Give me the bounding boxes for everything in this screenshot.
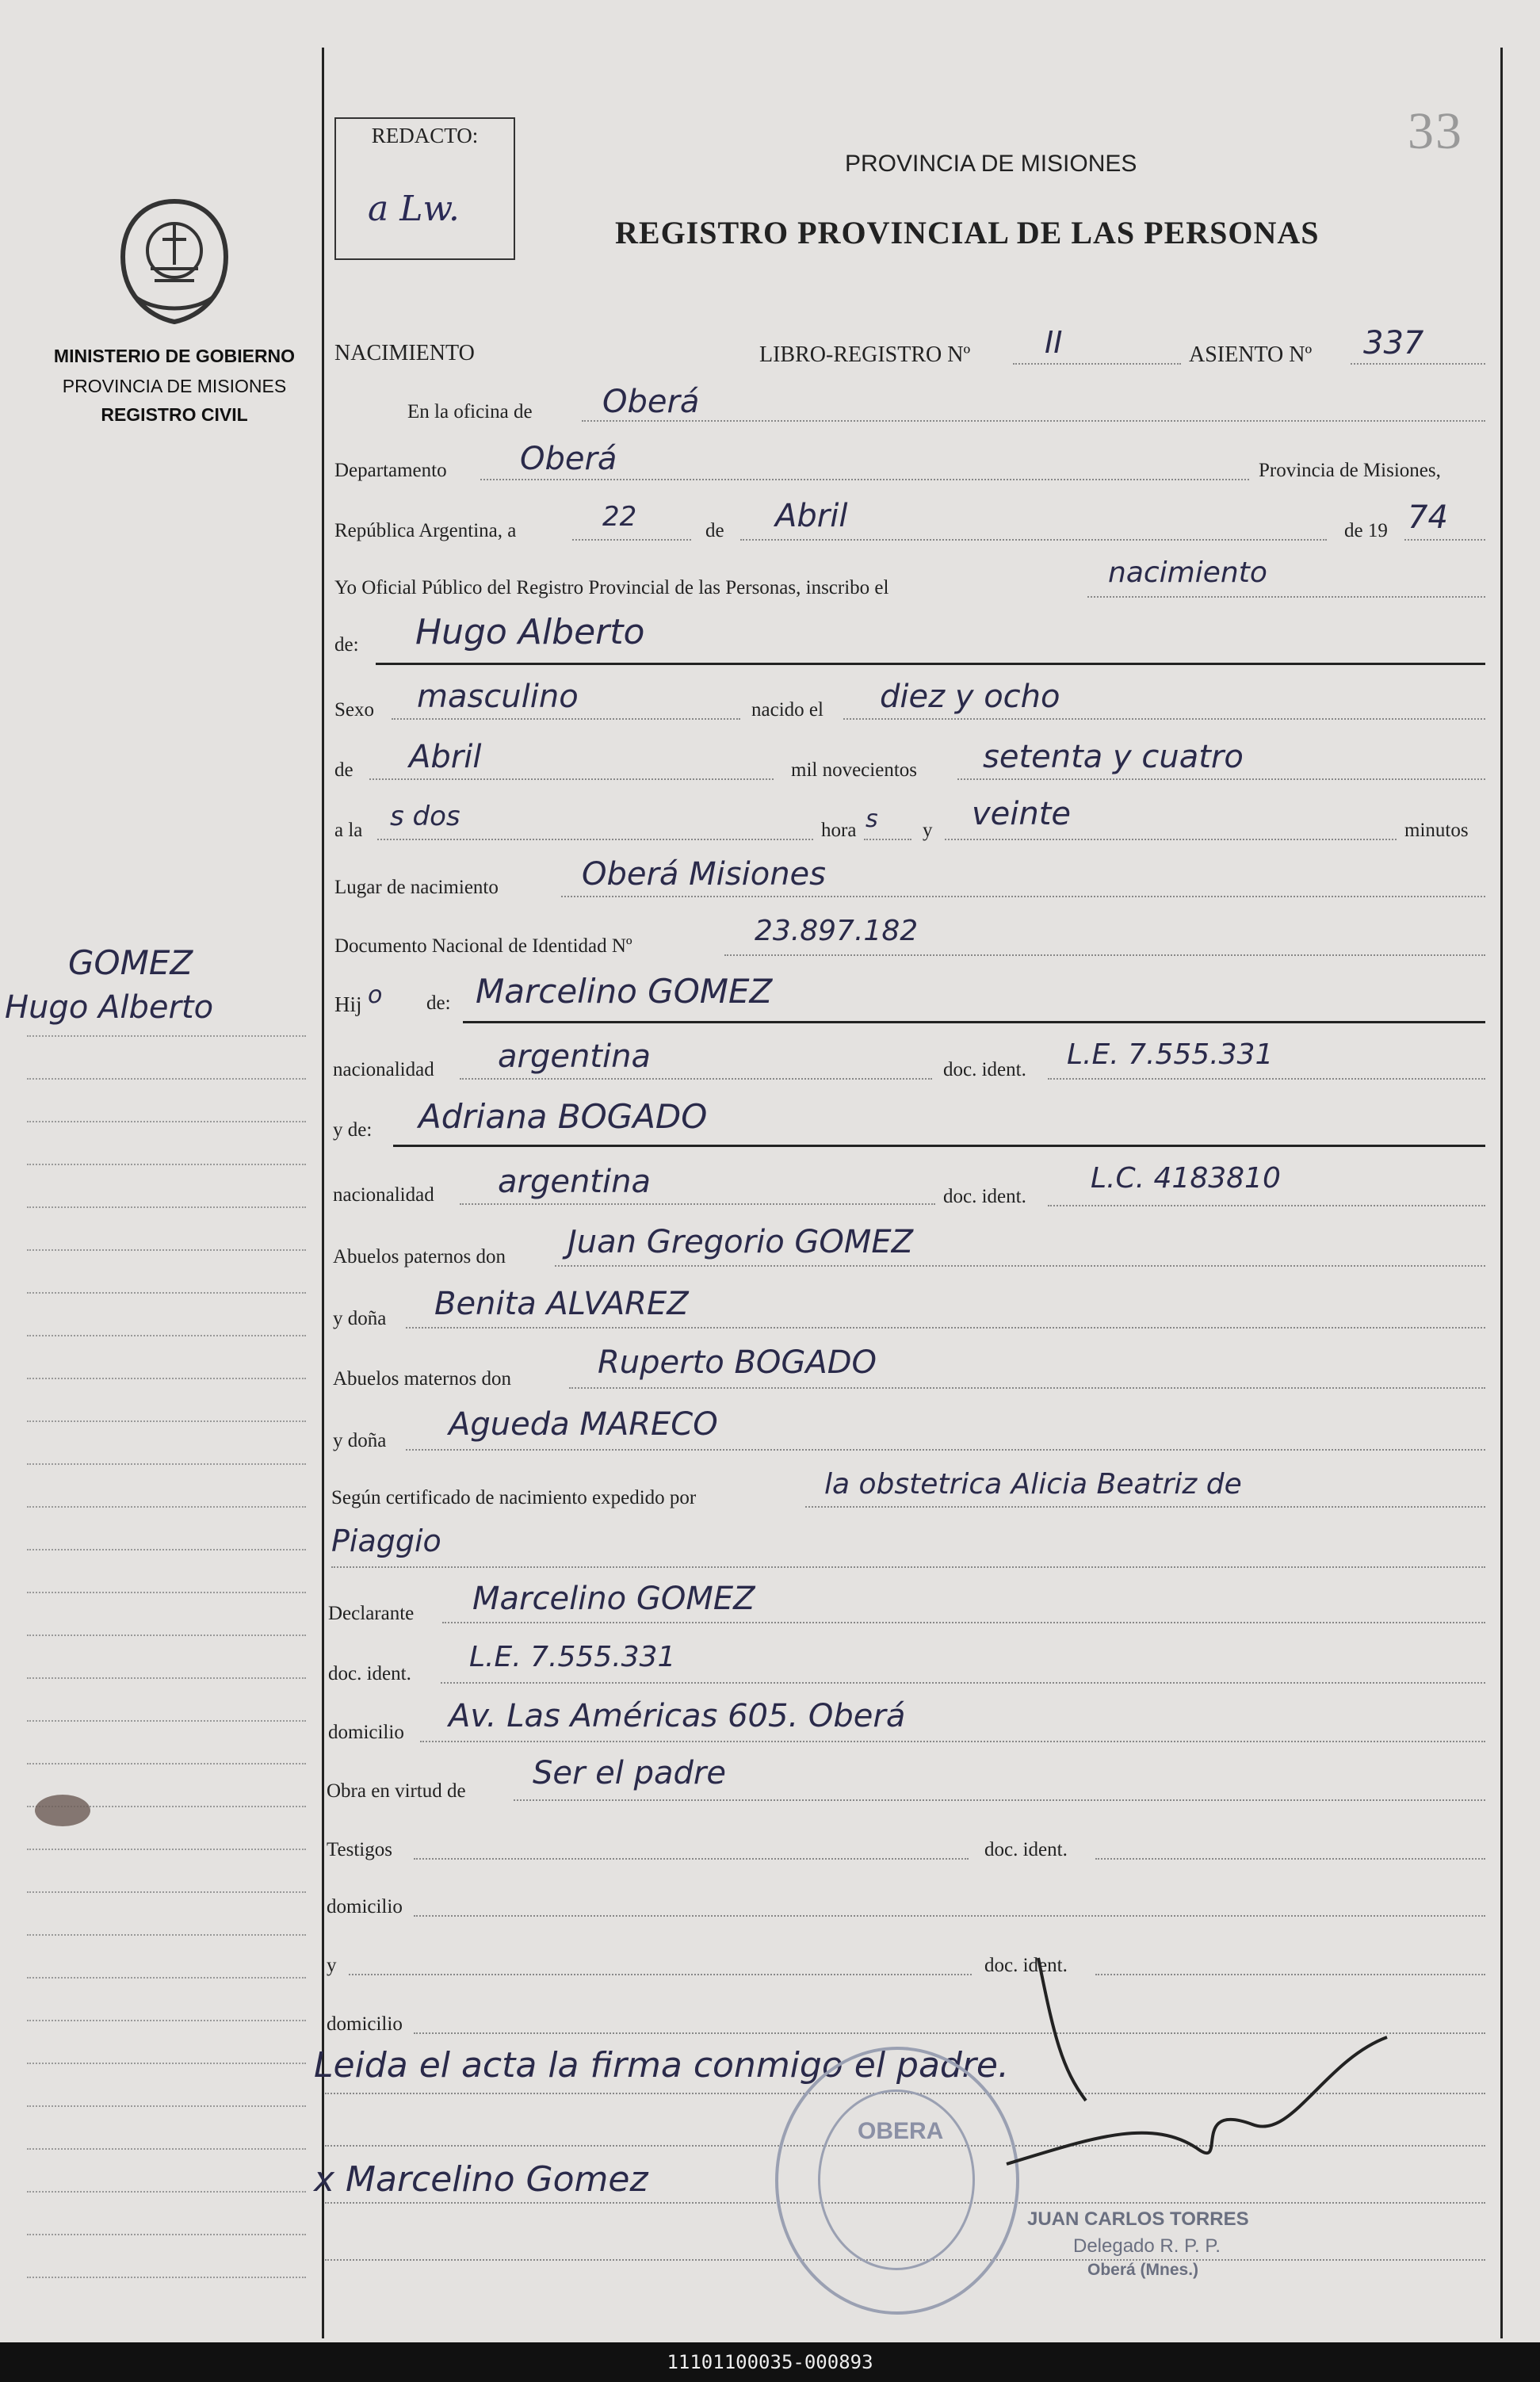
- official-name: JUAN CARLOS TORRES: [1027, 2208, 1249, 2230]
- label-republica: República Argentina, a: [334, 520, 517, 541]
- closing-note: Leida el acta la firma conmigo el padre.: [314, 2045, 1009, 2086]
- label-docident-testigo1: doc. ident.: [984, 1839, 1068, 1860]
- value-nacido: diez y ocho: [880, 679, 1060, 715]
- label-ala: a la: [334, 820, 363, 841]
- civil-registry-label: REGISTRO CIVIL: [101, 404, 248, 425]
- label-nacionalidad-madre: nacionalidad: [333, 1184, 434, 1206]
- value-hij-suffix: o: [368, 981, 383, 1009]
- label-abuelos-maternos: Abuelos maternos don: [333, 1368, 511, 1390]
- value-madre: Adriana BOGADO: [418, 1097, 708, 1136]
- value-departamento: Oberá: [520, 441, 617, 477]
- ink-smudge: [35, 1795, 90, 1826]
- value-certificado-1: la obstetrica Alicia Beatriz de: [824, 1468, 1242, 1501]
- label-de19: de 19: [1344, 520, 1388, 541]
- official-title: Delegado R. P. P.: [1073, 2235, 1221, 2257]
- value-ala: s dos: [390, 801, 460, 832]
- value-doc-declarante: L.E. 7.555.331: [469, 1641, 676, 1673]
- value-asiento: 337: [1363, 325, 1424, 361]
- label-docident-madre: doc. ident.: [943, 1186, 1026, 1207]
- label-abuelos-paternos: Abuelos paternos don: [333, 1246, 506, 1267]
- margin-surname: GOMEZ: [68, 943, 193, 982]
- value-domicilio: Av. Las Américas 605. Oberá: [449, 1698, 906, 1734]
- value-hora: s: [866, 805, 878, 833]
- redacto-label: REDACTO:: [371, 124, 479, 147]
- label-domicilio-testigo2: domicilio: [327, 2013, 403, 2035]
- registry-title: REGISTRO PROVINCIAL DE LAS PERSONAS: [615, 215, 1320, 250]
- label-ydona-paterna: y doña: [333, 1308, 387, 1329]
- label-hij: Hij: [334, 992, 362, 1016]
- value-nac-padre: argentina: [498, 1038, 651, 1075]
- value-doc-padre: L.E. 7.555.331: [1067, 1038, 1274, 1071]
- value-mes: Abril: [775, 498, 848, 534]
- label-nacimiento: NACIMIENTO: [334, 341, 475, 365]
- image-id-footer: 11101100035-000893: [0, 2342, 1540, 2382]
- official-place: Oberá (Mnes.): [1087, 2261, 1199, 2279]
- label-de-mes-nac: de: [334, 759, 353, 781]
- label-docident-padre: doc. ident.: [943, 1059, 1026, 1080]
- label-minutos: minutos: [1404, 820, 1469, 841]
- value-padre: Marcelino GOMEZ: [476, 972, 773, 1011]
- value-abuela-materna: Agueda MARECO: [449, 1406, 718, 1443]
- declarant-signature: x Marcelino Gomez: [314, 2159, 648, 2200]
- label-domicilio-declarante: domicilio: [328, 1722, 404, 1743]
- coat-of-arms-icon: [111, 193, 238, 328]
- value-libro: II: [1045, 325, 1063, 360]
- value-sexo: masculino: [417, 679, 579, 715]
- value-doc-madre: L.C. 4183810: [1091, 1162, 1281, 1195]
- value-dni: 23.897.182: [755, 915, 919, 947]
- redacto-box: [334, 117, 515, 260]
- value-oficina: Oberá: [602, 384, 700, 420]
- value-certificado-2: Piaggio: [331, 1524, 441, 1558]
- value-nac-madre: argentina: [498, 1164, 651, 1200]
- label-docident-declarante: doc. ident.: [328, 1663, 411, 1684]
- label-hora: hora: [821, 820, 857, 841]
- label-oficina: En la oficina de: [407, 401, 533, 422]
- official-seal: [775, 2047, 1019, 2315]
- province-label: PROVINCIA DE MISIONES: [62, 376, 287, 396]
- label-segun: Según certificado de nacimiento expedido por: [331, 1487, 697, 1508]
- label-nacido: nacido el: [751, 699, 823, 721]
- label-nacionalidad-padre: nacionalidad: [333, 1059, 434, 1080]
- label-yo-oficial: Yo Oficial Público del Registro Provincial de las Personas, inscribo el: [334, 577, 889, 598]
- label-asiento: ASIENTO Nº: [1189, 342, 1313, 367]
- value-nombre: Hugo Alberto: [415, 612, 645, 652]
- value-dia: 22: [602, 501, 637, 533]
- value-minutos: veinte: [972, 796, 1072, 832]
- label-documento: Documento Nacional de Identidad Nº: [334, 935, 632, 957]
- value-inscribo: nacimiento: [1108, 556, 1267, 589]
- label-sexo: Sexo: [334, 699, 374, 721]
- value-abuela-paterna: Benita ALVAREZ: [434, 1286, 689, 1322]
- label-yde-madre: y de:: [333, 1119, 373, 1141]
- label-y-minutos: y: [923, 820, 933, 841]
- value-abuelo-paterno: Juan Gregorio GOMEZ: [567, 1224, 914, 1260]
- value-lugar: Oberá Misiones: [582, 856, 827, 893]
- seal-text: OBERA: [858, 2118, 944, 2144]
- margin-given-name: Hugo Alberto: [5, 989, 214, 1026]
- value-mes-nac: Abril: [409, 739, 482, 775]
- label-domicilio-testigo1: domicilio: [327, 1896, 403, 1917]
- official-signature-scribble: [991, 1942, 1403, 2196]
- label-declarante: Declarante: [328, 1603, 415, 1624]
- label-de-padre: de:: [426, 992, 451, 1014]
- value-anio-nac: setenta y cuatro: [983, 739, 1244, 775]
- redacto-value: a Lw.: [368, 189, 460, 229]
- value-declarante: Marcelino GOMEZ: [472, 1581, 755, 1617]
- value-obra: Ser el padre: [533, 1755, 726, 1791]
- label-de-nombre: de:: [334, 634, 359, 656]
- right-rule: [1500, 48, 1503, 2338]
- page-number: 33: [1408, 102, 1463, 160]
- label-y-testigo2: y: [327, 1955, 337, 1976]
- label-departamento: Departamento: [334, 460, 447, 481]
- label-mil: mil novecientos: [791, 759, 917, 781]
- value-anio: 74: [1408, 499, 1448, 536]
- label-ydona-materna: y doña: [333, 1430, 387, 1451]
- label-provincia: Provincia de Misiones,: [1259, 460, 1441, 481]
- label-obra: Obra en virtud de: [327, 1780, 466, 1802]
- ministry-label: MINISTERIO DE GOBIERNO: [53, 346, 296, 366]
- label-testigos: Testigos: [327, 1839, 392, 1860]
- label-libro: LIBRO-REGISTRO Nº: [759, 342, 971, 367]
- label-de-mes: de: [705, 520, 724, 541]
- province-title: PROVINCIA DE MISIONES: [845, 151, 1137, 177]
- label-lugar: Lugar de nacimiento: [334, 877, 499, 898]
- value-abuelo-materno: Ruperto BOGADO: [598, 1344, 877, 1381]
- label-docident-testigo2: doc. ident.: [984, 1955, 1068, 1976]
